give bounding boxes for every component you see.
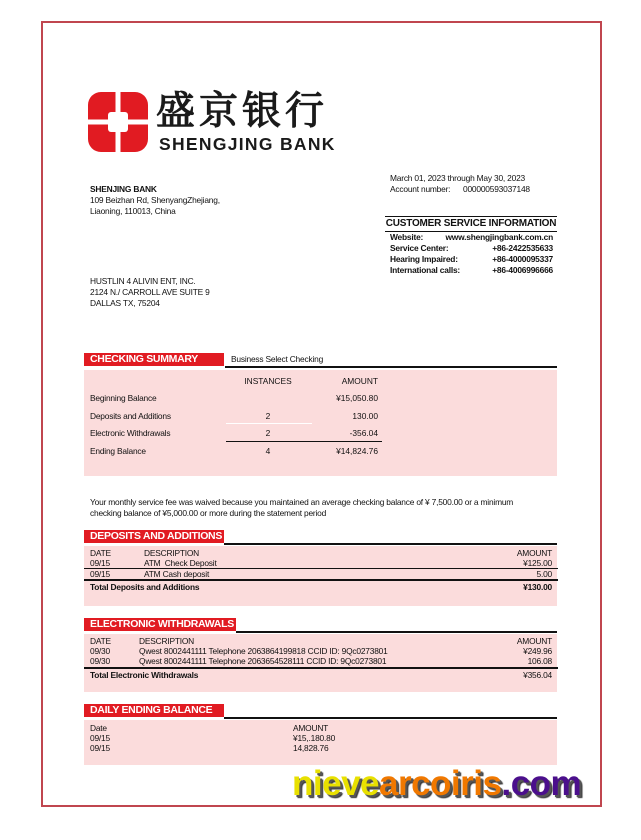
table-header-row (90, 723, 552, 733)
table-total-row (90, 582, 552, 592)
watermark-part2: arcoiris (379, 764, 502, 803)
service-fee-note (90, 497, 560, 518)
account-number-label: Account number: (390, 184, 451, 194)
summary-label-withdrawals: Electronic Withdrawals (90, 428, 171, 438)
summary-amount-withdrawals: -356.04 (349, 428, 378, 438)
summary-label-deposits: Deposits and Additions (90, 411, 171, 421)
table-total-row (90, 670, 552, 680)
table-row (90, 646, 552, 656)
summary-instances-ending: 4 (265, 446, 271, 456)
row-date: 09/15 (90, 743, 110, 753)
row-description: Qwest 8002441111 Telephone 2063654528111 CCID ID: 9Qc0273801 (139, 656, 387, 666)
customer-address-line1: HUSTLIN 4 ALIVIN ENT, INC. (90, 276, 196, 286)
row-amount: ¥125.00 (523, 558, 552, 568)
deposits-table (90, 548, 552, 592)
table-header-row (90, 548, 552, 558)
summary-amount-beginning: ¥15,050.80 (336, 393, 378, 403)
csi-label: Website: (390, 232, 424, 242)
total-label: Total Deposits and Additions (90, 582, 200, 592)
customer-service-box (385, 216, 557, 276)
customer-address (90, 276, 310, 309)
bank-address (90, 184, 310, 217)
section-rule (224, 543, 557, 545)
customer-address-line3: DALLAS TX, 75204 (90, 298, 160, 308)
row-date: 09/15 (90, 558, 110, 568)
csi-label: International calls: (390, 265, 460, 275)
bank-address-line1: 109 Beizhan Rd, ShenyangZhejiang, (90, 195, 220, 205)
col-amount: AMOUNT (293, 723, 329, 733)
amount-header: AMOUNT (341, 376, 378, 386)
summary-label-ending: Ending Balance (90, 446, 146, 456)
csi-value: +86-4000095337 (492, 254, 553, 264)
csi-label: Hearing Impaired: (390, 254, 458, 264)
deposits-header: DEPOSITS AND ADDITIONS (84, 530, 224, 543)
account-type-label: Business Select Checking (231, 354, 324, 364)
row-description: Qwest 8002441111 Telephone 2063864199818 CCID ID: 9Qc0273801 (139, 646, 388, 656)
total-rule (84, 579, 558, 581)
section-rule (236, 631, 557, 633)
customer-address-line2: 2124 N./ CARROLL AVE SUITE 9 (90, 287, 210, 297)
row-amount: 14,828.76 (293, 743, 329, 753)
row-amount: ¥15,.180.80 (293, 733, 336, 743)
row-amount: 5.00 (536, 569, 552, 579)
table-header-row (90, 636, 552, 646)
csi-row-international (385, 265, 557, 276)
summary-instances-withdrawals: 2 (265, 428, 271, 438)
daily-balance-table (90, 723, 552, 753)
summary-instances-deposits: 2 (265, 411, 271, 421)
total-amount: ¥130.00 (523, 582, 552, 592)
section-rule (225, 366, 557, 368)
csi-website-link[interactable]: www.shengjingbank.com.cn (445, 232, 553, 242)
table-row (90, 743, 552, 753)
statement-period-block (390, 173, 570, 195)
bank-name-english: SHENGJING BANK (159, 134, 336, 154)
total-rule (84, 667, 558, 669)
instances-header: INSTANCES (244, 376, 292, 386)
service-fee-note-line2: checking balance of ¥5,000.00 or more during the statement period (90, 507, 327, 518)
table-row (90, 569, 552, 579)
summary-amount-deposits: 130.00 (352, 411, 378, 421)
bank-address-name: SHENJING BANK (90, 184, 157, 194)
csi-row-website (385, 232, 557, 243)
csi-value: +86-4006996666 (492, 265, 553, 275)
csi-row-hearing-impaired (385, 254, 557, 265)
checking-summary-header: CHECKING SUMMARY (84, 353, 224, 366)
watermark-part3: .com (501, 764, 582, 803)
total-rule (226, 441, 382, 442)
row-date: 09/15 (90, 733, 110, 743)
row-description: ATM Check Deposit (144, 558, 217, 568)
row-amount: ¥249.96 (523, 646, 552, 656)
csi-label: Service Center: (390, 243, 449, 253)
csi-row-service-center (385, 243, 557, 254)
daily-balance-header: DAILY ENDING BALANCE (84, 704, 224, 717)
col-date: DATE (90, 636, 111, 646)
table-row (90, 733, 552, 743)
statement-period: March 01, 2023 through May 30, 2023 (390, 173, 526, 183)
row-description: ATM Cash deposit (144, 569, 210, 579)
row-amount: 106.08 (527, 656, 552, 666)
col-date: Date (90, 723, 107, 733)
bank-name-chinese: 盛京银行 (156, 88, 329, 134)
row-date: 09/15 (90, 569, 110, 579)
col-amount: AMOUNT (516, 548, 552, 558)
col-amount: AMOUNT (516, 636, 552, 646)
section-rule (224, 717, 557, 719)
col-description: DESCRIPTION (139, 636, 195, 646)
account-number-value: 000000593037148 (463, 184, 530, 194)
col-description: DESCRIPTION (144, 548, 200, 558)
watermark-text (292, 764, 581, 804)
row-date: 09/30 (90, 646, 110, 656)
table-row (90, 656, 552, 666)
summary-label-beginning: Beginning Balance (90, 393, 157, 403)
customer-service-title: CUSTOMER SERVICE INFORMATION (385, 216, 557, 232)
watermark-part1: nieve (292, 764, 379, 803)
account-number-row (390, 184, 570, 195)
withdrawals-header: ELECTRONIC WITHDRAWALS (84, 618, 236, 631)
shengjing-logo-icon (88, 92, 148, 152)
withdrawals-table (90, 636, 552, 680)
table-row (90, 558, 552, 568)
row-date: 09/30 (90, 656, 110, 666)
service-fee-note-line1: Your monthly service fee was waived because you maintained an average checking balance of ¥ 7,500.00 or a minimum (90, 497, 514, 507)
total-amount: ¥356.04 (523, 670, 552, 680)
bank-address-line2: Liaoning, 110013, China (90, 206, 176, 216)
csi-value: +86-2422535633 (492, 243, 553, 253)
total-label: Total Electronic Withdrawals (90, 670, 199, 680)
col-date: DATE (90, 548, 111, 558)
row-divider (226, 423, 312, 424)
summary-amount-ending: ¥14,824.76 (336, 446, 378, 456)
